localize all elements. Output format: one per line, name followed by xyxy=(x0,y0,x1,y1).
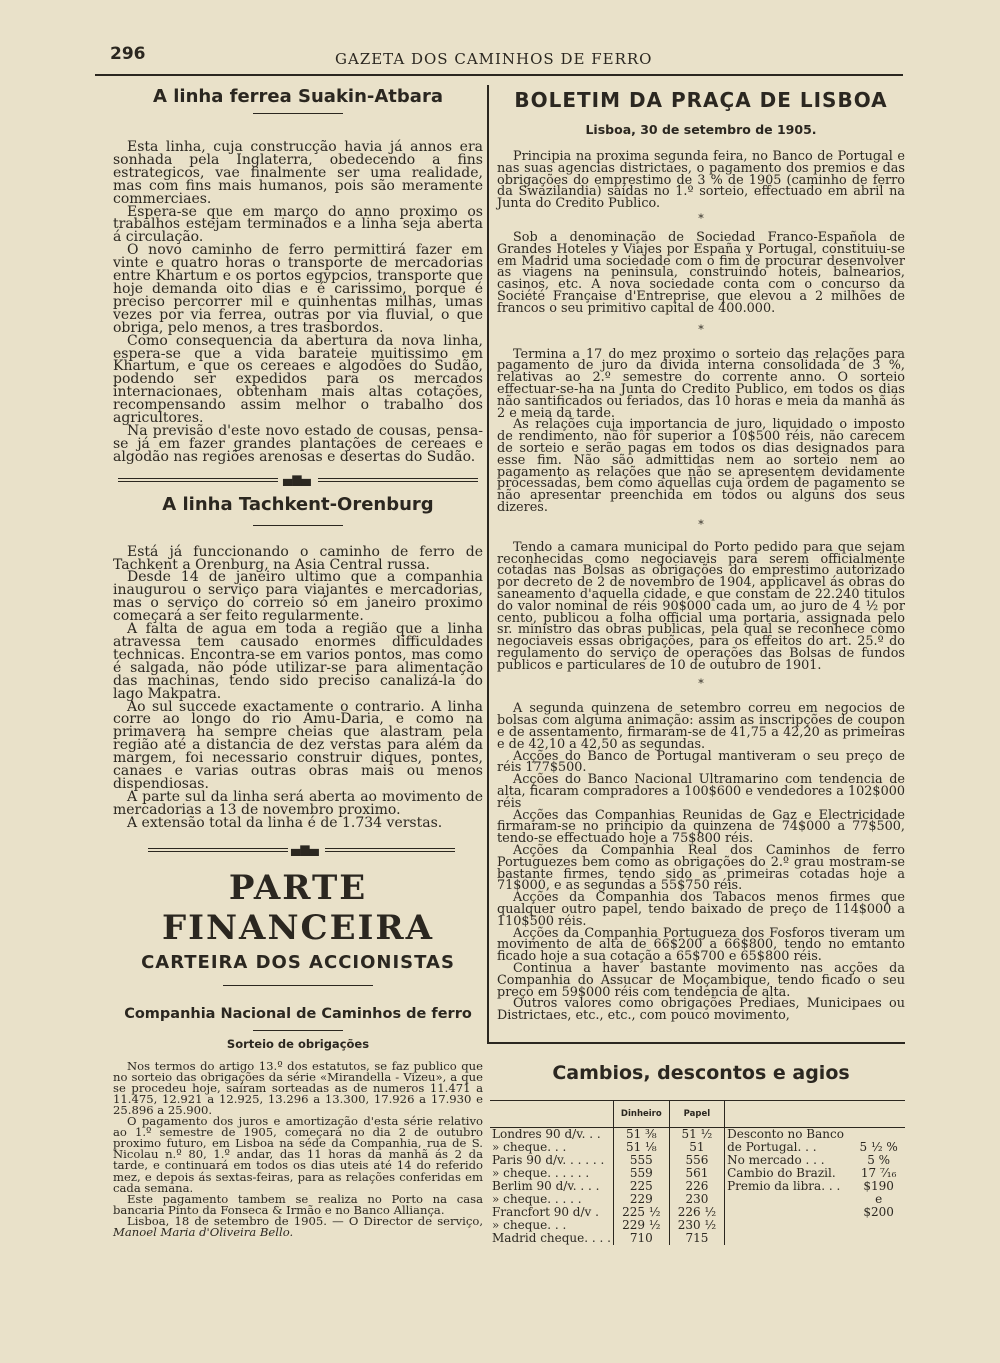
papel-cell: 230 ½ xyxy=(669,1219,724,1232)
rate-value: e xyxy=(875,1192,883,1206)
page-number: 296 xyxy=(110,44,146,64)
suakin-heading: A linha ferrea Suakin-Atbara xyxy=(153,86,443,107)
exchange-label: Madrid cheque. . . . xyxy=(492,1231,611,1245)
rate-label: Premio da libra. . . xyxy=(725,1180,853,1193)
column-header-label xyxy=(490,1101,613,1128)
papel-cell: 556 xyxy=(669,1154,724,1167)
table-header-row xyxy=(490,1101,905,1128)
running-header xyxy=(95,40,903,76)
rate-value xyxy=(852,1128,905,1142)
article-paragraph: Como consequencia da abertura da nova linha, espera-se que a vida barateie muitissimo em Khartum, e que os cereaes e algodões do Sudão, podendo ser expedidos para os mercados internacionaes, obtenham mais altas cotações, recompensando assim melhor o trabalho dos agricultores. xyxy=(113,332,483,427)
exchange-label: » cheque. . . . . xyxy=(492,1192,582,1206)
article-paragraph: A parte sul da linha será aberta ao movimento de mercadorias a 13 de novembro proximo. xyxy=(113,788,483,818)
journal-title: GAZETA DOS CAMINHOS DE FERRO xyxy=(335,50,653,68)
rate-label xyxy=(725,1206,853,1219)
article-paragraph: A falta de agua em toda a região que a linha atravessa tem causado enormes difficuldades technicas. Encontra-se em varios pontos, mas como é salgada, não póde utilizar-se para alimentação das machinas, tendo sido preciso canalizá-la do lago Makpatra. xyxy=(113,621,483,702)
boletim-paragraph: Tendo a camara municipal do Porto pedido para que sejam reconhecidas como negociaveis para serem officialmente cotadas nas Bolsas as obrigações do emprestimo autorizado por decreto de 2 de novembro de 1904, applicavel ás obras do saneamento d'aquella cidade, e que constam de 22.240 titulos do valor nominal de réis 90$000 cada um, ao juro de 4 ½ por cento, publicou a folha official uma portaria, assignada pelo sr. ministro das obras publicas, pela qual se reconhece como negociaveis essas obrigações, para os effeitos do art. 25.º do regulamento do serviço de operações das Bolsas de fundos publicos e particulares de 10 de outubro de 1901. xyxy=(497,539,905,673)
company-heading: Companhia Nacional de Caminhos de ferro xyxy=(124,1005,472,1022)
asterisk-separator: * xyxy=(698,322,704,336)
boletim-heading: BOLETIM DA PRAÇA DE LISBOA xyxy=(514,88,888,112)
right-column xyxy=(497,82,905,1022)
boletim-block xyxy=(497,229,905,316)
dinheiro-cell: 229 xyxy=(613,1193,669,1206)
papel-cell: 51 ½ xyxy=(669,1128,724,1142)
rate-value: $190 xyxy=(863,1179,894,1193)
papel-cell: 561 xyxy=(669,1167,724,1180)
rate-value xyxy=(852,1232,905,1245)
rate-label xyxy=(725,1232,853,1245)
rate-label: No mercado . . . xyxy=(725,1154,853,1167)
boletim-paragraph: A segunda quinzena de setembro correu em negocios de bolsas com alguma animação: assim as inscripções de coupon e de assentamento, firmaram-se de 41,75 a 42,20 as primeiras e de 42,10 a 42,50 as segundas. xyxy=(497,701,905,752)
exchange-label: Londres 90 d/v. . . xyxy=(492,1127,601,1141)
papel-cell: 226 ½ xyxy=(669,1206,724,1219)
rate-label: Cambio do Brazil. xyxy=(725,1167,853,1180)
exchange-label: » cheque. . . . . . xyxy=(492,1166,590,1180)
boletim-paragraph: Acções da Companhia Real dos Caminhos de ferro Portuguezes bem como as obrigações do 2.º grau mostram-se bastante firmes, tendo sido as primeiras cotadas hoje a 71$000, e as segundas a 55$750 réis. xyxy=(497,843,905,894)
papel-cell: 230 xyxy=(669,1193,724,1206)
dinheiro-cell: 225 ½ xyxy=(613,1206,669,1219)
asterisk-separator: * xyxy=(698,517,704,531)
heading-rule xyxy=(253,1030,343,1031)
boletim-paragraph: Acções do Banco de Portugal mantiveram o seu preço de réis 177$500. xyxy=(497,748,905,776)
right-column-rule xyxy=(487,1042,905,1044)
exchange-label: » cheque. . . xyxy=(492,1218,567,1232)
boletim-paragraph: Continua a haver bastante movimento nas acções da Companhia do Assucar de Moçambique, tendo ficado o seu preço em 59$000 réis com tendencia de alta. xyxy=(497,961,905,1000)
column-divider xyxy=(487,85,489,1042)
dinheiro-cell: 51 ⅜ xyxy=(613,1128,669,1142)
notice-paragraph: O pagamento dos juros e amortização d'esta série relativo ao 1.º semestre de 1905, começará no dia 2 de outubro proximo futuro, em Lisboa na séde da Companhia, rua de S. Nicolau n.º 80, 1.º andar, das 11 horas da manhã ás 2 da tarde, e continuará em todos os dias uteis até 14 do referido mez, e depois ás sextas-feiras, para as relações conferidas em cada semana. xyxy=(113,1114,483,1195)
boletim-paragraph: Sob a denominação de Sociedad Franco-Española de Grandes Hoteles y Viajes por España y Portugal, constituiu-se em Madrid uma sociedade com o fim de procurar desenvolver as viagens na peninsula, construindo hoteis, balnearios, casinos, etc. A nova sociedade conta com o concurso da Société Française d'Entreprise, que elevou a 2 milhões de francos o seu primitivo capital de 400.000. xyxy=(497,229,905,316)
boletim-paragraph: Termina a 17 do mez proximo o sorteio das relações para pagamento de juro da divida interna consolidada de 3 %, relativas ao 2.º semestre do corrente anno. O sorteio effectuar-se-ha na Junta do Credito Publico, em todos os dias não santificados ou feriados, das 10 horas e meia da manhã ás 2 e meia da tarde. xyxy=(497,346,905,421)
heading-rule xyxy=(253,525,343,526)
article-paragraph: Ao sul succede exactamente o contrario. A linha corre ao longo do rio Amu-Daria, e como na primavera ha sempre cheias que alastram pela região até a distancia de dez verstas para além da margem, foi necessario construir diques, pontes, canaes e varias outras obras mais ou menos dispendiosas. xyxy=(113,698,483,792)
article-paragraph: Na previsão d'este novo estado de cousas, pensa-se já em fazer grandes plantações de cereaes e algodão nas regiões arenosas e desertas do Sudão. xyxy=(113,422,483,465)
heading-rule xyxy=(223,985,373,986)
boletim-block xyxy=(497,703,905,1022)
heading-rule xyxy=(253,113,343,114)
boletim-paragraph: Acções do Banco Nacional Ultramarino com tendencia de alta, ficaram compradores a 100$600 e vendedores a 102$000 réis xyxy=(497,772,905,811)
article-paragraph: Esta linha, cuja construcção havia já annos era sonhada pela Inglaterra, obedecendo a fins estrategicos, vae finalmente ser uma realidade, mas com fins mais humanos, pois são meramente commerciaes. xyxy=(113,139,483,207)
column-header-values xyxy=(852,1101,905,1128)
rate-label: Desconto no Banco xyxy=(725,1128,853,1142)
dinheiro-cell: 710 xyxy=(613,1232,669,1245)
papel-cell: 51 xyxy=(669,1141,724,1154)
boletim-block xyxy=(497,539,905,673)
notice-paragraph: Nos termos do artigo 13.º dos estatutos, se faz publico que no sorteio das obrigações da série «Mirandella - Vizeu», a que se procedeu hoje, saíram sorteadas as de numeros 11.471 a 11.475, 12.921 a 12.925, 13.296 a 13.300, 17.926 a 17.930 e 25.896 a 25.900. xyxy=(113,1058,483,1117)
boletim-paragraph: Acções da Companhia Portugueza dos Fosforos tiveram um movimento de alta de 66$200 a 66$800, tendo no emtanto ficado hoje a sua cotação a 65$700 e 65$800 réis. xyxy=(497,925,905,965)
notice-signature xyxy=(113,1213,483,1239)
boletim-block xyxy=(497,151,905,210)
article-paragraph: Espera-se que em março do anno proximo os trabalhos estejam terminados e a linha seja aberta á circulação. xyxy=(113,203,483,246)
signature-name: Manoel Maria d'Oliveira Bello. xyxy=(113,1225,294,1239)
tachkent-article xyxy=(113,543,483,831)
rate-value: 17 ⁷⁄₁₆ xyxy=(860,1166,897,1180)
dinheiro-cell: 559 xyxy=(613,1167,669,1180)
locomotive-ornament: ▄▆▄ xyxy=(113,470,483,488)
article-paragraph: Está já funccionando o caminho de ferro de Tachkent a Orenburg, na Asia Central russa. xyxy=(113,543,483,573)
exchange-label: » cheque. . . xyxy=(492,1140,567,1154)
signature-text: Lisboa, 18 de setembro de 1905. — O Director de serviço, xyxy=(127,1213,483,1228)
exchange-label: Francfort 90 d/v . xyxy=(492,1205,599,1219)
exchange-rates-table xyxy=(490,1100,905,1245)
rate-value: $200 xyxy=(863,1205,894,1219)
rate-label: de Portugal. . . xyxy=(725,1141,853,1154)
dinheiro-cell: 229 ½ xyxy=(613,1219,669,1232)
column-header-dinheiro: Dinheiro xyxy=(613,1101,669,1128)
papel-cell: 226 xyxy=(669,1180,724,1193)
dinheiro-cell: 555 xyxy=(613,1154,669,1167)
boletim-date: Lisboa, 30 de setembro de 1905. xyxy=(585,122,817,137)
boletim-paragraph: Outros valores como obrigações Prediaes, Municipaes ou Districtaes, etc., etc., com pouco movimento, xyxy=(497,996,905,1024)
boletim-paragraph: As relações cuja importancia de juro, liquidado o imposto de rendimento, não fôr superior a 10$500 réis, não carecem de sorteio e serão pagas em todos os dias designados para esse fim. Não são admittidas nem ao sorteio nem ao pagamento as relações que não se apresentem devidamente processadas, bem como aquellas cuja ordem de pagamento se não apresentar preenchida em todos ou alguns dos seus dizeres. xyxy=(497,417,905,515)
dinheiro-cell: 225 xyxy=(613,1180,669,1193)
rate-label xyxy=(725,1193,853,1206)
bond-draw-notice xyxy=(113,1058,483,1239)
article-paragraph: Desde 14 de janeiro ultimo que a companhia inaugurou o serviço para viajantes e mercadorias, mas o serviço do correio só em janeiro proximo começará a ser feito regularmente. xyxy=(113,569,483,625)
rate-value: 5 % xyxy=(867,1153,891,1167)
left-column xyxy=(113,82,483,1238)
column-header-rates xyxy=(725,1101,853,1128)
rate-label xyxy=(725,1219,853,1232)
notice-paragraph: Este pagamento tambem se realiza no Porto na casa bancaria Pinto da Fonseca & Irmão e no Banco Alliança. xyxy=(113,1191,483,1217)
asterisk-separator: * xyxy=(698,211,704,225)
boletim-paragraph: Acções das Companhias Reunidas de Gaz e Electricidade firmaram-se no principio da quinzena de 74$000 a 77$500, tendo-se effectuado hoje a 75$800 réis. xyxy=(497,807,905,847)
table-row xyxy=(490,1232,905,1245)
rate-value xyxy=(852,1219,905,1232)
rate-value: 5 ½ % xyxy=(859,1140,898,1154)
boletim-block xyxy=(497,346,905,515)
locomotive-ornament: ▄▆▄ xyxy=(113,840,483,858)
shareholders-title: CARTEIRA DOS ACCIONISTAS xyxy=(141,951,455,973)
dinheiro-cell: 51 ⅛ xyxy=(613,1141,669,1154)
article-paragraph: O novo caminho de ferro permittirá fazer em vinte e quatro horas o transporte de mercadorias entre Khartum e os portos egypcios, transporte que hoje demanda oito dias e é carissimo, porque é preciso percorrer mil e quinhentas milhas, umas vezes por via ferrea, outras por via fluvial, o que obriga, pelo menos, a tres trasbordos. xyxy=(113,242,483,336)
financial-section-title: PARTE FINANCEIRA xyxy=(161,867,435,948)
tachkent-heading: A linha Tachkent-Orenburg xyxy=(162,493,434,515)
cambios-heading: Cambios, descontos e agios xyxy=(552,1062,850,1084)
article-paragraph: A extensão total da linha é de 1.734 verstas. xyxy=(127,814,443,831)
exchange-label: Berlim 90 d/v. . . . xyxy=(492,1179,600,1193)
bond-draw-heading: Sorteio de obrigações xyxy=(226,1036,370,1051)
exchange-rates-body xyxy=(490,1128,905,1246)
column-header-papel: Papel xyxy=(669,1101,724,1128)
asterisk-separator: * xyxy=(698,677,704,691)
suakin-article xyxy=(113,141,483,464)
papel-cell: 715 xyxy=(669,1232,724,1245)
table-row xyxy=(490,1128,905,1142)
exchange-label: Paris 90 d/v. . . . . . xyxy=(492,1153,605,1167)
boletim-paragraph: Acções da Companhia dos Tabacos menos firmes que qualquer outro papel, tendo baixado de preço de 114$000 a 110$500 réis. xyxy=(497,890,905,929)
boletim-paragraph: Principia na proxima segunda feira, no Banco de Portugal e nas suas agencias districtaes, o pagamento dos premios e das obrigações do emprestimo de 3 % de 1905 (caminho de ferro da Swazilandia) saídas no 1.º sorteio, effectuado em abril na Junta do Credito Publico. xyxy=(497,149,905,212)
